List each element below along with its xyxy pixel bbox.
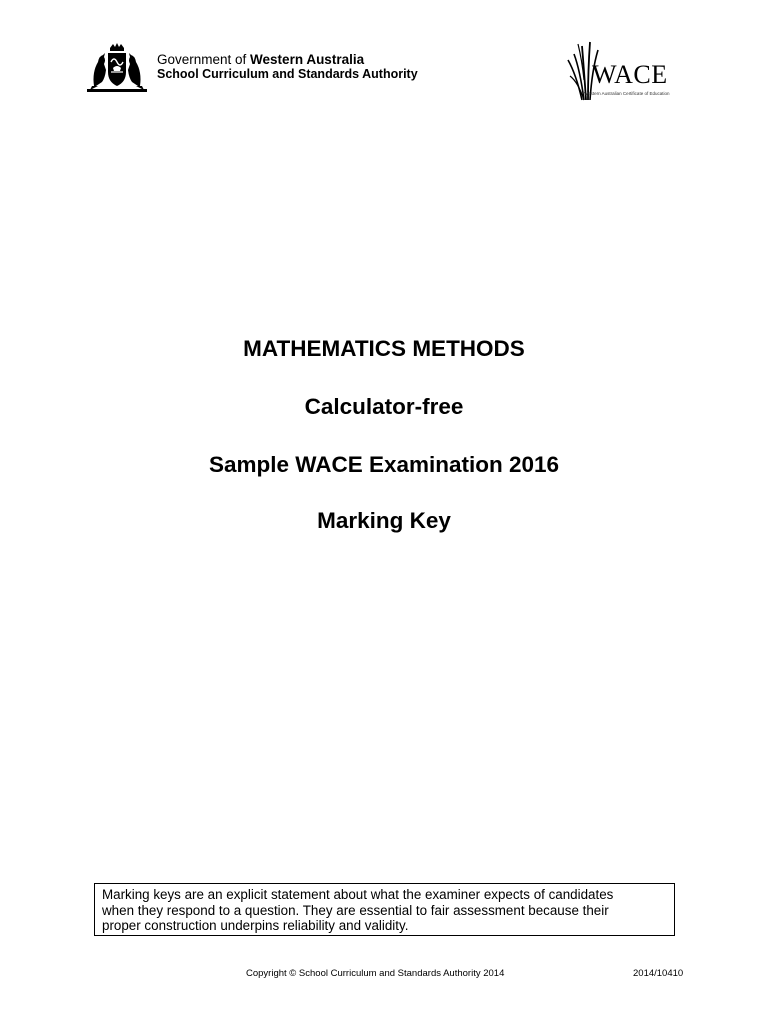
- note-line: when they respond to a question. They are essential to fair assessment because their: [102, 902, 609, 918]
- subject-title: MATHEMATICS METHODS: [243, 336, 525, 361]
- state-name: Western Australia: [250, 52, 365, 67]
- footer-document-code: 2014/10410: [633, 968, 684, 979]
- document-header: [0, 0, 768, 110]
- document-type-title: Marking Key: [317, 508, 451, 533]
- coat-of-arms-icon: [84, 42, 150, 96]
- note-line: proper construction underpins reliability and validity.: [102, 918, 409, 934]
- marking-key-note: [94, 883, 675, 936]
- wace-logo-subtitle: Western Australian Certificate of Education: [584, 91, 670, 96]
- paper-title: Calculator-free: [304, 394, 464, 419]
- footer-copyright: Copyright © School Curriculum and Standards Authority 2014: [246, 968, 505, 979]
- agency-name: [157, 52, 418, 82]
- wace-logo-text: WACE: [592, 60, 668, 89]
- note-line: Marking keys are an explicit statement about what the examiner expects of candidates: [102, 887, 614, 902]
- government-prefix: Government of: [157, 52, 251, 67]
- title-block: [0, 336, 768, 534]
- government-line: [157, 52, 418, 67]
- authority-name: School Curriculum and Standards Authority: [157, 67, 418, 81]
- exam-title: Sample WACE Examination 2016: [208, 452, 560, 477]
